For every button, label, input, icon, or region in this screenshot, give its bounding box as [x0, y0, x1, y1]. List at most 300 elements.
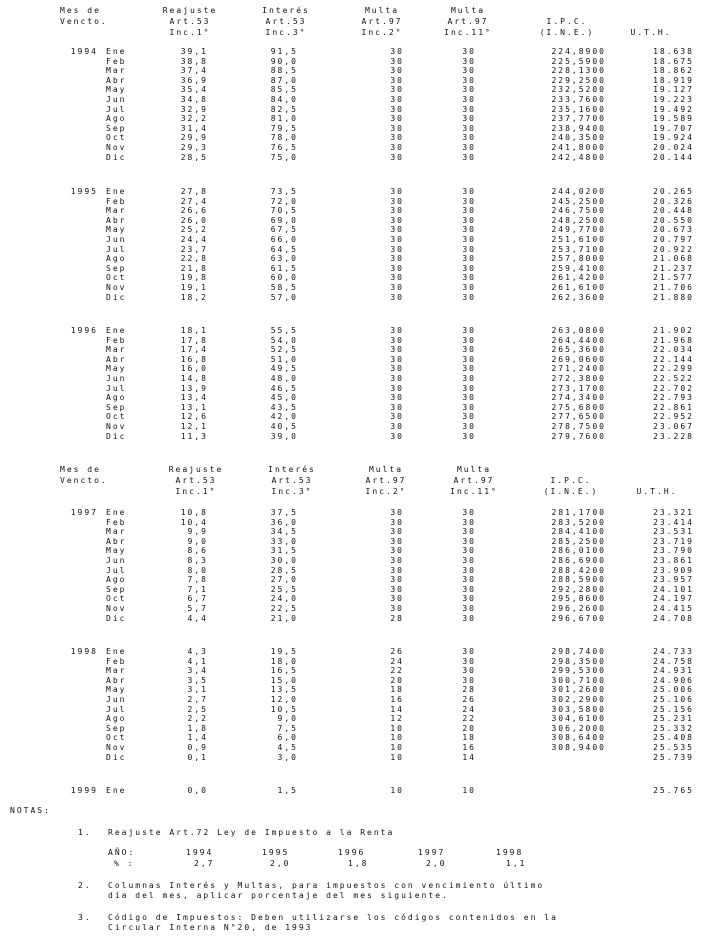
interes-value: 19,5: [270, 647, 298, 656]
table-row: [0, 197, 715, 206]
multa-inc2-value: 30: [390, 206, 404, 216]
table-row: [0, 374, 715, 383]
header-reajuste: Reajuste Art.53 Inc.1°: [162, 6, 218, 37]
year-label: 1996: [70, 326, 98, 335]
reajuste-value: 25,2: [180, 225, 208, 235]
uth-value: 19.924: [653, 133, 694, 143]
reajuste-value: 13,9: [180, 383, 208, 393]
interes-value: 28,5: [270, 565, 298, 575]
interes-value: 46,5: [270, 383, 298, 393]
month: Abr: [106, 536, 127, 546]
reajuste-value: 12,1: [180, 422, 208, 431]
multa-inc11-value: 30: [462, 85, 476, 95]
reajuste-value: 13,4: [180, 393, 208, 403]
month: May: [106, 685, 127, 695]
uth-value: 24.931: [653, 666, 694, 676]
uth-value: 24.415: [653, 604, 694, 613]
interes-value: 34,5: [270, 527, 298, 537]
interes-value: 48,0: [270, 374, 298, 383]
multa-inc2-value: 30: [390, 283, 404, 292]
interes-value: 55,5: [270, 326, 298, 335]
month: Oct: [106, 733, 127, 743]
reajuste-value: 3,5: [187, 675, 208, 685]
uth-value: 20.448: [653, 206, 694, 216]
note-1-value: 1,1: [506, 859, 527, 868]
ipc-value: 248,2500: [551, 215, 606, 225]
table-row: [0, 527, 715, 536]
multa-inc11-value: 30: [462, 263, 476, 273]
reajuste-value: 18,2: [180, 292, 208, 302]
ipc-value: 232,5200: [551, 85, 606, 95]
multa-inc11-value: 30: [462, 517, 476, 527]
month: Dic: [106, 752, 127, 762]
uth-value: 21.880: [653, 292, 694, 302]
reajuste-value: 16,8: [180, 354, 208, 364]
month: Jun: [106, 556, 127, 565]
month: Oct: [106, 412, 127, 422]
ipc-value: 285,2500: [551, 536, 606, 546]
interes-value: 78,0: [270, 133, 298, 143]
interes-value: 36,0: [270, 517, 298, 527]
note-1-year: 1994: [186, 848, 214, 857]
multa-inc2-value: 30: [390, 393, 404, 403]
multa-inc11-value: 30: [462, 75, 476, 85]
table-row: [0, 95, 715, 104]
table-row: [0, 76, 715, 85]
month: Feb: [106, 196, 127, 206]
note-1-value: 1,8: [348, 859, 369, 868]
ipc-value: 284,4100: [551, 527, 606, 537]
multa-inc2-value: 30: [390, 584, 404, 594]
month: Sep: [106, 123, 127, 133]
month: Mar: [106, 66, 127, 76]
ipc-value: 283,5200: [551, 517, 606, 527]
multa-inc2-value: 30: [390, 196, 404, 206]
reajuste-value: 22,8: [180, 254, 208, 264]
reajuste-value: 1,8: [187, 723, 208, 733]
interes-value: 57,0: [270, 292, 298, 302]
interes-value: 10,5: [270, 704, 298, 714]
reajuste-value: 26,6: [180, 206, 208, 216]
table-row: [0, 283, 715, 292]
table-row: [0, 245, 715, 254]
header-multa-inc2: Multa Art.97 Inc.2°: [361, 6, 403, 37]
uth-value: 21.902: [653, 326, 694, 335]
reajuste-value: 37,4: [180, 66, 208, 76]
interes-value: 88,5: [270, 66, 298, 76]
table-row: [0, 685, 715, 694]
multa-inc11-value: 30: [462, 345, 476, 355]
reajuste-value: 10,4: [180, 517, 208, 527]
month: May: [106, 546, 127, 556]
table-row: [0, 153, 715, 162]
month: Feb: [106, 656, 127, 666]
reajuste-value: 34,8: [180, 95, 208, 104]
multa-inc2-value: 20: [390, 675, 404, 685]
interes-value: 1,5: [277, 786, 298, 795]
multa-inc11-value: 20: [462, 723, 476, 733]
interes-value: 42,0: [270, 412, 298, 422]
multa-inc2-value: 12: [390, 714, 404, 724]
multa-inc2-value: 18: [390, 685, 404, 695]
multa-inc2-value: 10: [390, 752, 404, 762]
table-row: [0, 733, 715, 742]
multa-inc2-value: 30: [390, 374, 404, 383]
month: Mar: [106, 527, 127, 537]
ipc-value: 279,7600: [551, 431, 606, 441]
uth-value: 22.861: [653, 402, 694, 412]
multa-inc2-value: 30: [390, 517, 404, 527]
month: Mar: [106, 345, 127, 355]
ipc-value: 228,1300: [551, 66, 606, 76]
ipc-value: 257,8000: [551, 254, 606, 264]
multa-inc11-value: 26: [462, 695, 476, 704]
month: Ene: [106, 647, 127, 656]
reajuste-value: 23,7: [180, 244, 208, 254]
interes-value: 9,0: [277, 714, 298, 724]
note-1-year: 1998: [496, 848, 524, 857]
multa-inc2-value: 30: [390, 527, 404, 537]
ipc-value: 233,7600: [551, 95, 606, 104]
ipc-value: 245,2500: [551, 196, 606, 206]
table-row: [0, 537, 715, 546]
multa-inc2-value: 30: [390, 273, 404, 283]
reajuste-value: 32,2: [180, 114, 208, 124]
month: Feb: [106, 335, 127, 345]
month: Feb: [106, 517, 127, 527]
ipc-value: 275,6800: [551, 402, 606, 412]
multa-inc2-value: 30: [390, 556, 404, 565]
multa-inc2-value: 30: [390, 604, 404, 613]
header-uth: U.T.H.: [636, 487, 678, 496]
reajuste-value: 35,4: [180, 85, 208, 95]
multa-inc11-value: 14: [462, 752, 476, 762]
ipc-value: 296,2600: [551, 604, 606, 613]
ipc-value: 263,0800: [551, 326, 606, 335]
month: Ago: [106, 114, 127, 124]
reajuste-value: 13,1: [180, 402, 208, 412]
uth-value: 19.127: [653, 85, 694, 95]
reajuste-value: 28,5: [180, 152, 208, 162]
month: Ago: [106, 575, 127, 585]
ipc-value: 292,2800: [551, 584, 606, 594]
reajuste-value: 18,1: [180, 326, 208, 335]
multa-inc2-value: 30: [390, 335, 404, 345]
ipc-value: 288,5900: [551, 575, 606, 585]
interes-value: 24,0: [270, 594, 298, 604]
table-row: [0, 273, 715, 282]
uth-value: 25.006: [653, 685, 694, 695]
table-row: [0, 264, 715, 273]
reajuste-value: 5,7: [187, 604, 208, 613]
multa-inc11-value: 30: [462, 56, 476, 66]
ipc-value: 229,2500: [551, 75, 606, 85]
reajuste-value: 3,1: [187, 685, 208, 695]
ipc-value: 251,6100: [551, 235, 606, 244]
note-1-text: Reajuste Art.72 Ley de Impuesto a la Renta: [108, 828, 395, 837]
multa-inc2-value: 30: [390, 594, 404, 604]
month: Dic: [106, 431, 127, 441]
header-uth: U.T.H.: [630, 28, 672, 37]
month: Jun: [106, 695, 127, 704]
multa-inc2-value: 16: [390, 695, 404, 704]
month: Jul: [106, 244, 127, 254]
note-1-value: 2,0: [426, 859, 447, 868]
multa-inc11-value: 18: [462, 733, 476, 743]
note-2-text: Columnas Interés y Multas, para impuestos con vencimiento último día del mes, aplicar porcentaje del mes siguiente.: [108, 881, 545, 900]
interes-value: 21,0: [270, 613, 298, 623]
reajuste-value: 0,1: [187, 752, 208, 762]
month: Abr: [106, 75, 127, 85]
uth-value: 24.758: [653, 656, 694, 666]
multa-inc11-value: 30: [462, 647, 476, 656]
ipc-value: 302,2900: [551, 695, 606, 704]
ipc-value: 244,0200: [551, 187, 606, 196]
ipc-value: 264,4400: [551, 335, 606, 345]
interes-value: 25,5: [270, 584, 298, 594]
ipc-value: 296,6700: [551, 613, 606, 623]
month: May: [106, 85, 127, 95]
multa-inc11-value: 30: [462, 527, 476, 537]
reajuste-value: 32,9: [180, 104, 208, 114]
uth-value: 22.702: [653, 383, 694, 393]
month: Jun: [106, 95, 127, 104]
multa-inc11-value: 16: [462, 743, 476, 752]
multa-inc2-value: 30: [390, 56, 404, 66]
uth-value: 25.739: [653, 752, 694, 762]
uth-value: 24.733: [653, 647, 694, 656]
ipc-value: 288,4200: [551, 565, 606, 575]
multa-inc2-value: 30: [390, 575, 404, 585]
note-3-number: 3.: [78, 913, 92, 922]
ipc-value: 308,6400: [551, 733, 606, 743]
reajuste-value: 39,1: [180, 47, 208, 56]
uth-value: 25.156: [653, 704, 694, 714]
multa-inc2-value: 30: [390, 152, 404, 162]
uth-value: 24.708: [653, 613, 694, 623]
month: Oct: [106, 273, 127, 283]
multa-inc2-value: 30: [390, 431, 404, 441]
multa-inc11-value: 30: [462, 292, 476, 302]
interes-value: 40,5: [270, 422, 298, 431]
multa-inc2-value: 30: [390, 133, 404, 143]
interes-value: 91,5: [270, 47, 298, 56]
table-row: [0, 114, 715, 123]
header-multa-inc2: Multa Art.97 Inc.2°: [365, 465, 407, 496]
multa-inc2-value: 30: [390, 66, 404, 76]
interes-value: 67,5: [270, 225, 298, 235]
interes-value: 22,5: [270, 604, 298, 613]
month: Ago: [106, 393, 127, 403]
reajuste-value: 4,3: [187, 647, 208, 656]
multa-inc11-value: 30: [462, 123, 476, 133]
multa-inc2-value: 10: [390, 723, 404, 733]
ipc-value: 274,3400: [551, 393, 606, 403]
multa-inc11-value: 30: [462, 556, 476, 565]
multa-inc2-value: 30: [390, 263, 404, 273]
table-row: [0, 293, 715, 302]
uth-value: 25.408: [653, 733, 694, 743]
uth-value: 19.589: [653, 114, 694, 124]
note-1-year: 1997: [418, 848, 446, 857]
uth-value: 23.719: [653, 536, 694, 546]
interes-value: 61,5: [270, 263, 298, 273]
reajuste-value: 17,4: [180, 345, 208, 355]
table-row: [0, 518, 715, 527]
table-row: [0, 254, 715, 263]
multa-inc11-value: 30: [462, 273, 476, 283]
interes-value: 90,0: [270, 56, 298, 66]
interes-value: 79,5: [270, 123, 298, 133]
header-mes: Mes de Vencto.: [60, 465, 108, 485]
table-row: [0, 786, 715, 795]
table-row: [0, 355, 715, 364]
note-1-pct-label: % :: [114, 859, 135, 868]
uth-value: 22.522: [653, 374, 694, 383]
ipc-value: 308,9400: [551, 743, 606, 752]
uth-value: 23.321: [653, 508, 694, 517]
uth-value: 23.861: [653, 556, 694, 565]
table-row: [0, 714, 715, 723]
multa-inc2-value: 30: [390, 143, 404, 152]
ipc-value: 271,2400: [551, 364, 606, 374]
table-row: [0, 508, 715, 517]
interes-value: 51,0: [270, 354, 298, 364]
uth-value: 22.034: [653, 345, 694, 355]
table-row: [0, 235, 715, 244]
month: Sep: [106, 584, 127, 594]
interes-value: 69,0: [270, 215, 298, 225]
ipc-value: 259,4100: [551, 263, 606, 273]
reajuste-value: 2,5: [187, 704, 208, 714]
table-row: [0, 403, 715, 412]
table-row: [0, 575, 715, 584]
month: Sep: [106, 263, 127, 273]
multa-inc11-value: 30: [462, 254, 476, 264]
ipc-value: 281,1700: [551, 508, 606, 517]
ipc-value: 295,8600: [551, 594, 606, 604]
table-row: [0, 546, 715, 555]
multa-inc11-value: 30: [462, 575, 476, 585]
ipc-value: 273,1700: [551, 383, 606, 393]
multa-inc2-value: 30: [390, 104, 404, 114]
uth-value: 20.326: [653, 196, 694, 206]
table-row: [0, 124, 715, 133]
year-label: 1997: [70, 508, 98, 517]
uth-value: 22.952: [653, 412, 694, 422]
multa-inc2-value: 30: [390, 402, 404, 412]
interes-value: 81,0: [270, 114, 298, 124]
table-row: [0, 666, 715, 675]
table-row: [0, 556, 715, 565]
month: May: [106, 225, 127, 235]
table-row: [0, 432, 715, 441]
table-row: [0, 364, 715, 373]
multa-inc11-value: 30: [462, 235, 476, 244]
interes-value: 87,0: [270, 75, 298, 85]
uth-value: 24.906: [653, 675, 694, 685]
month: Nov: [106, 604, 127, 613]
uth-value: 20.024: [653, 143, 694, 152]
table-row: [0, 676, 715, 685]
table-row: [0, 657, 715, 666]
reajuste-value: 0,9: [187, 743, 208, 752]
table-row: [0, 85, 715, 94]
uth-value: 19.707: [653, 123, 694, 133]
multa-inc11-value: 30: [462, 604, 476, 613]
reajuste-value: 11,3: [180, 431, 208, 441]
table-row: [0, 594, 715, 603]
table-row: [0, 105, 715, 114]
month: Nov: [106, 743, 127, 752]
multa-inc11-value: 30: [462, 383, 476, 393]
note-1-value: 2,0: [270, 859, 291, 868]
note-1-ano-label: AÑO:: [108, 848, 136, 857]
uth-value: 23.957: [653, 575, 694, 585]
uth-value: 19.223: [653, 95, 694, 104]
month: Ene: [106, 508, 127, 517]
multa-inc2-value: 30: [390, 412, 404, 422]
interes-value: 12,0: [270, 695, 298, 704]
multa-inc11-value: 30: [462, 206, 476, 216]
multa-inc2-value: 30: [390, 546, 404, 556]
multa-inc11-value: 30: [462, 565, 476, 575]
interes-value: 64,5: [270, 244, 298, 254]
month: Oct: [106, 133, 127, 143]
multa-inc2-value: 30: [390, 422, 404, 431]
interes-value: 6,0: [277, 733, 298, 743]
multa-inc2-value: 30: [390, 244, 404, 254]
interes-value: 39,0: [270, 431, 298, 441]
header-multa-inc11: Multa Art.97 Inc.11°: [450, 465, 498, 496]
uth-value: 23.228: [653, 431, 694, 441]
table-row: [0, 133, 715, 142]
multa-inc11-value: 30: [462, 666, 476, 676]
reajuste-value: 7,1: [187, 584, 208, 594]
reajuste-value: 36,9: [180, 75, 208, 85]
multa-inc2-value: 30: [390, 508, 404, 517]
reajuste-value: 12,6: [180, 412, 208, 422]
table-header-2: [0, 464, 715, 496]
multa-inc11-value: 24: [462, 704, 476, 714]
multa-inc11-value: 30: [462, 215, 476, 225]
reajuste-value: 9,0: [187, 536, 208, 546]
reajuste-value: 31,4: [180, 123, 208, 133]
header-ipc: I.P.C. (I.N.E.): [543, 476, 599, 496]
interes-value: 84,0: [270, 95, 298, 104]
multa-inc2-value: 22: [390, 666, 404, 676]
reajuste-value: 8,0: [187, 565, 208, 575]
table-row: [0, 57, 715, 66]
interes-value: 15,0: [270, 675, 298, 685]
uth-value: 20.550: [653, 215, 694, 225]
reajuste-value: 0,0: [187, 786, 208, 795]
uth-value: 20.144: [653, 152, 694, 162]
multa-inc2-value: 30: [390, 225, 404, 235]
month: Nov: [106, 283, 127, 292]
table-row: [0, 225, 715, 234]
uth-value: 25.106: [653, 695, 694, 704]
reajuste-value: 16,0: [180, 364, 208, 374]
month: Ene: [106, 786, 127, 795]
multa-inc11-value: 30: [462, 244, 476, 254]
multa-inc2-value: 30: [390, 47, 404, 56]
year-label: 1994: [70, 47, 98, 56]
month: Abr: [106, 354, 127, 364]
reajuste-value: 1,4: [187, 733, 208, 743]
uth-value: 21.706: [653, 283, 694, 292]
uth-value: 23.067: [653, 422, 694, 431]
